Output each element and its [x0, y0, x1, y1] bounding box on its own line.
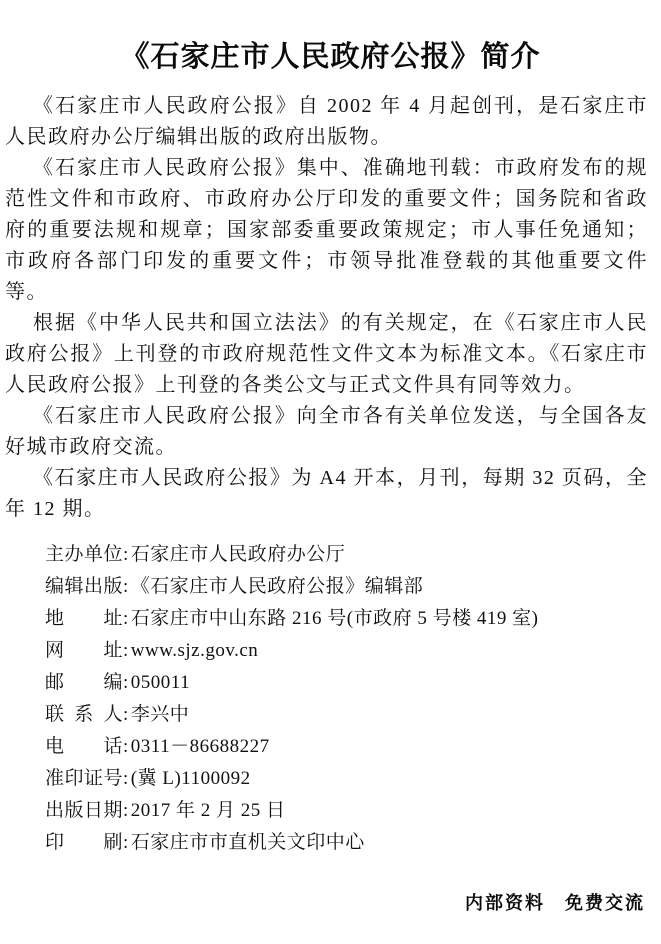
info-row: [45, 667, 645, 699]
info-row: [45, 539, 645, 571]
document-title: 《石家庄市人民政府公报》简介: [120, 41, 541, 73]
paragraph: 《石家庄市人民政府公报》集中、准确地刊载：市政府发布的规范性文件和市政府、市政府办公厅印发的重要文件；国务院和省政府的重要法规和规章；国家部委重要政策规定；市人事任免通知；市政府各部门印发的重要文件；市领导批准登载的其他重要文件等。: [5, 157, 648, 303]
body-paragraphs: [5, 91, 648, 525]
info-label: 准印证号: [45, 768, 124, 789]
info-label: 编辑出版: [45, 576, 124, 597]
info-value: 0311－86688227: [130, 736, 270, 757]
info-colon: :: [123, 704, 129, 725]
info-row: [45, 699, 645, 731]
info-value: 050011: [130, 672, 191, 693]
info-colon: :: [123, 672, 129, 693]
info-label: 联系人: [45, 704, 123, 725]
info-row: [45, 635, 645, 667]
info-colon: :: [123, 768, 129, 789]
info-colon: :: [123, 832, 129, 853]
info-label: 邮编: [45, 672, 123, 693]
info-row: [45, 763, 645, 795]
info-value: 石家庄市市直机关文印中心: [130, 832, 365, 853]
info-colon: :: [123, 640, 129, 661]
info-row: [45, 795, 645, 827]
info-value: 石家庄市人民政府办公厅: [130, 544, 346, 565]
info-value: (冀 L)1100092: [130, 768, 251, 789]
info-value: 李兴中: [130, 704, 190, 725]
info-label: 主办单位: [45, 544, 124, 565]
info-colon: :: [123, 576, 129, 597]
info-row: [45, 603, 645, 635]
info-row: [45, 731, 645, 763]
info-colon: :: [123, 736, 129, 757]
info-label: 网址: [45, 640, 123, 661]
info-label: 印刷: [45, 832, 123, 853]
paragraph: 根据《中华人民共和国立法法》的有关规定，在《石家庄市人民政府公报》上刊登的市政府规范性文件文本为标准文本。《石家庄市人民政府公报》上刊登的各类公文与正式文件具有同等效力。: [5, 312, 648, 396]
info-colon: :: [123, 800, 129, 821]
info-row: [45, 571, 645, 603]
info-value: 《石家庄市人民政府公报》编辑部: [130, 576, 424, 597]
publication-info-list: [45, 539, 645, 859]
info-value: www.sjz.gov.cn: [130, 640, 259, 661]
info-colon: :: [123, 608, 129, 629]
paragraph: 《石家庄市人民政府公报》自 2002 年 4 月起创刊，是石家庄市人民政府办公厅编辑出版的政府出版物。: [5, 95, 648, 148]
info-colon: :: [123, 544, 129, 565]
paragraph: 《石家庄市人民政府公报》为 A4 开本，月刊，每期 32 页码，全年 12 期。: [5, 467, 648, 520]
info-label: 地址: [45, 608, 123, 629]
info-row: [45, 827, 645, 859]
info-value: 2017 年 2 月 25 日: [130, 800, 286, 821]
paragraph: 《石家庄市人民政府公报》向全市各有关单位发送，与全国各友好城市政府交流。: [5, 405, 648, 458]
info-label: 电话: [45, 736, 123, 757]
footer-note: 内部资料 免费交流: [465, 893, 645, 914]
info-value: 石家庄市中山东路 216 号(市政府 5 号楼 419 室): [130, 608, 539, 629]
info-label: 出版日期: [45, 800, 124, 821]
